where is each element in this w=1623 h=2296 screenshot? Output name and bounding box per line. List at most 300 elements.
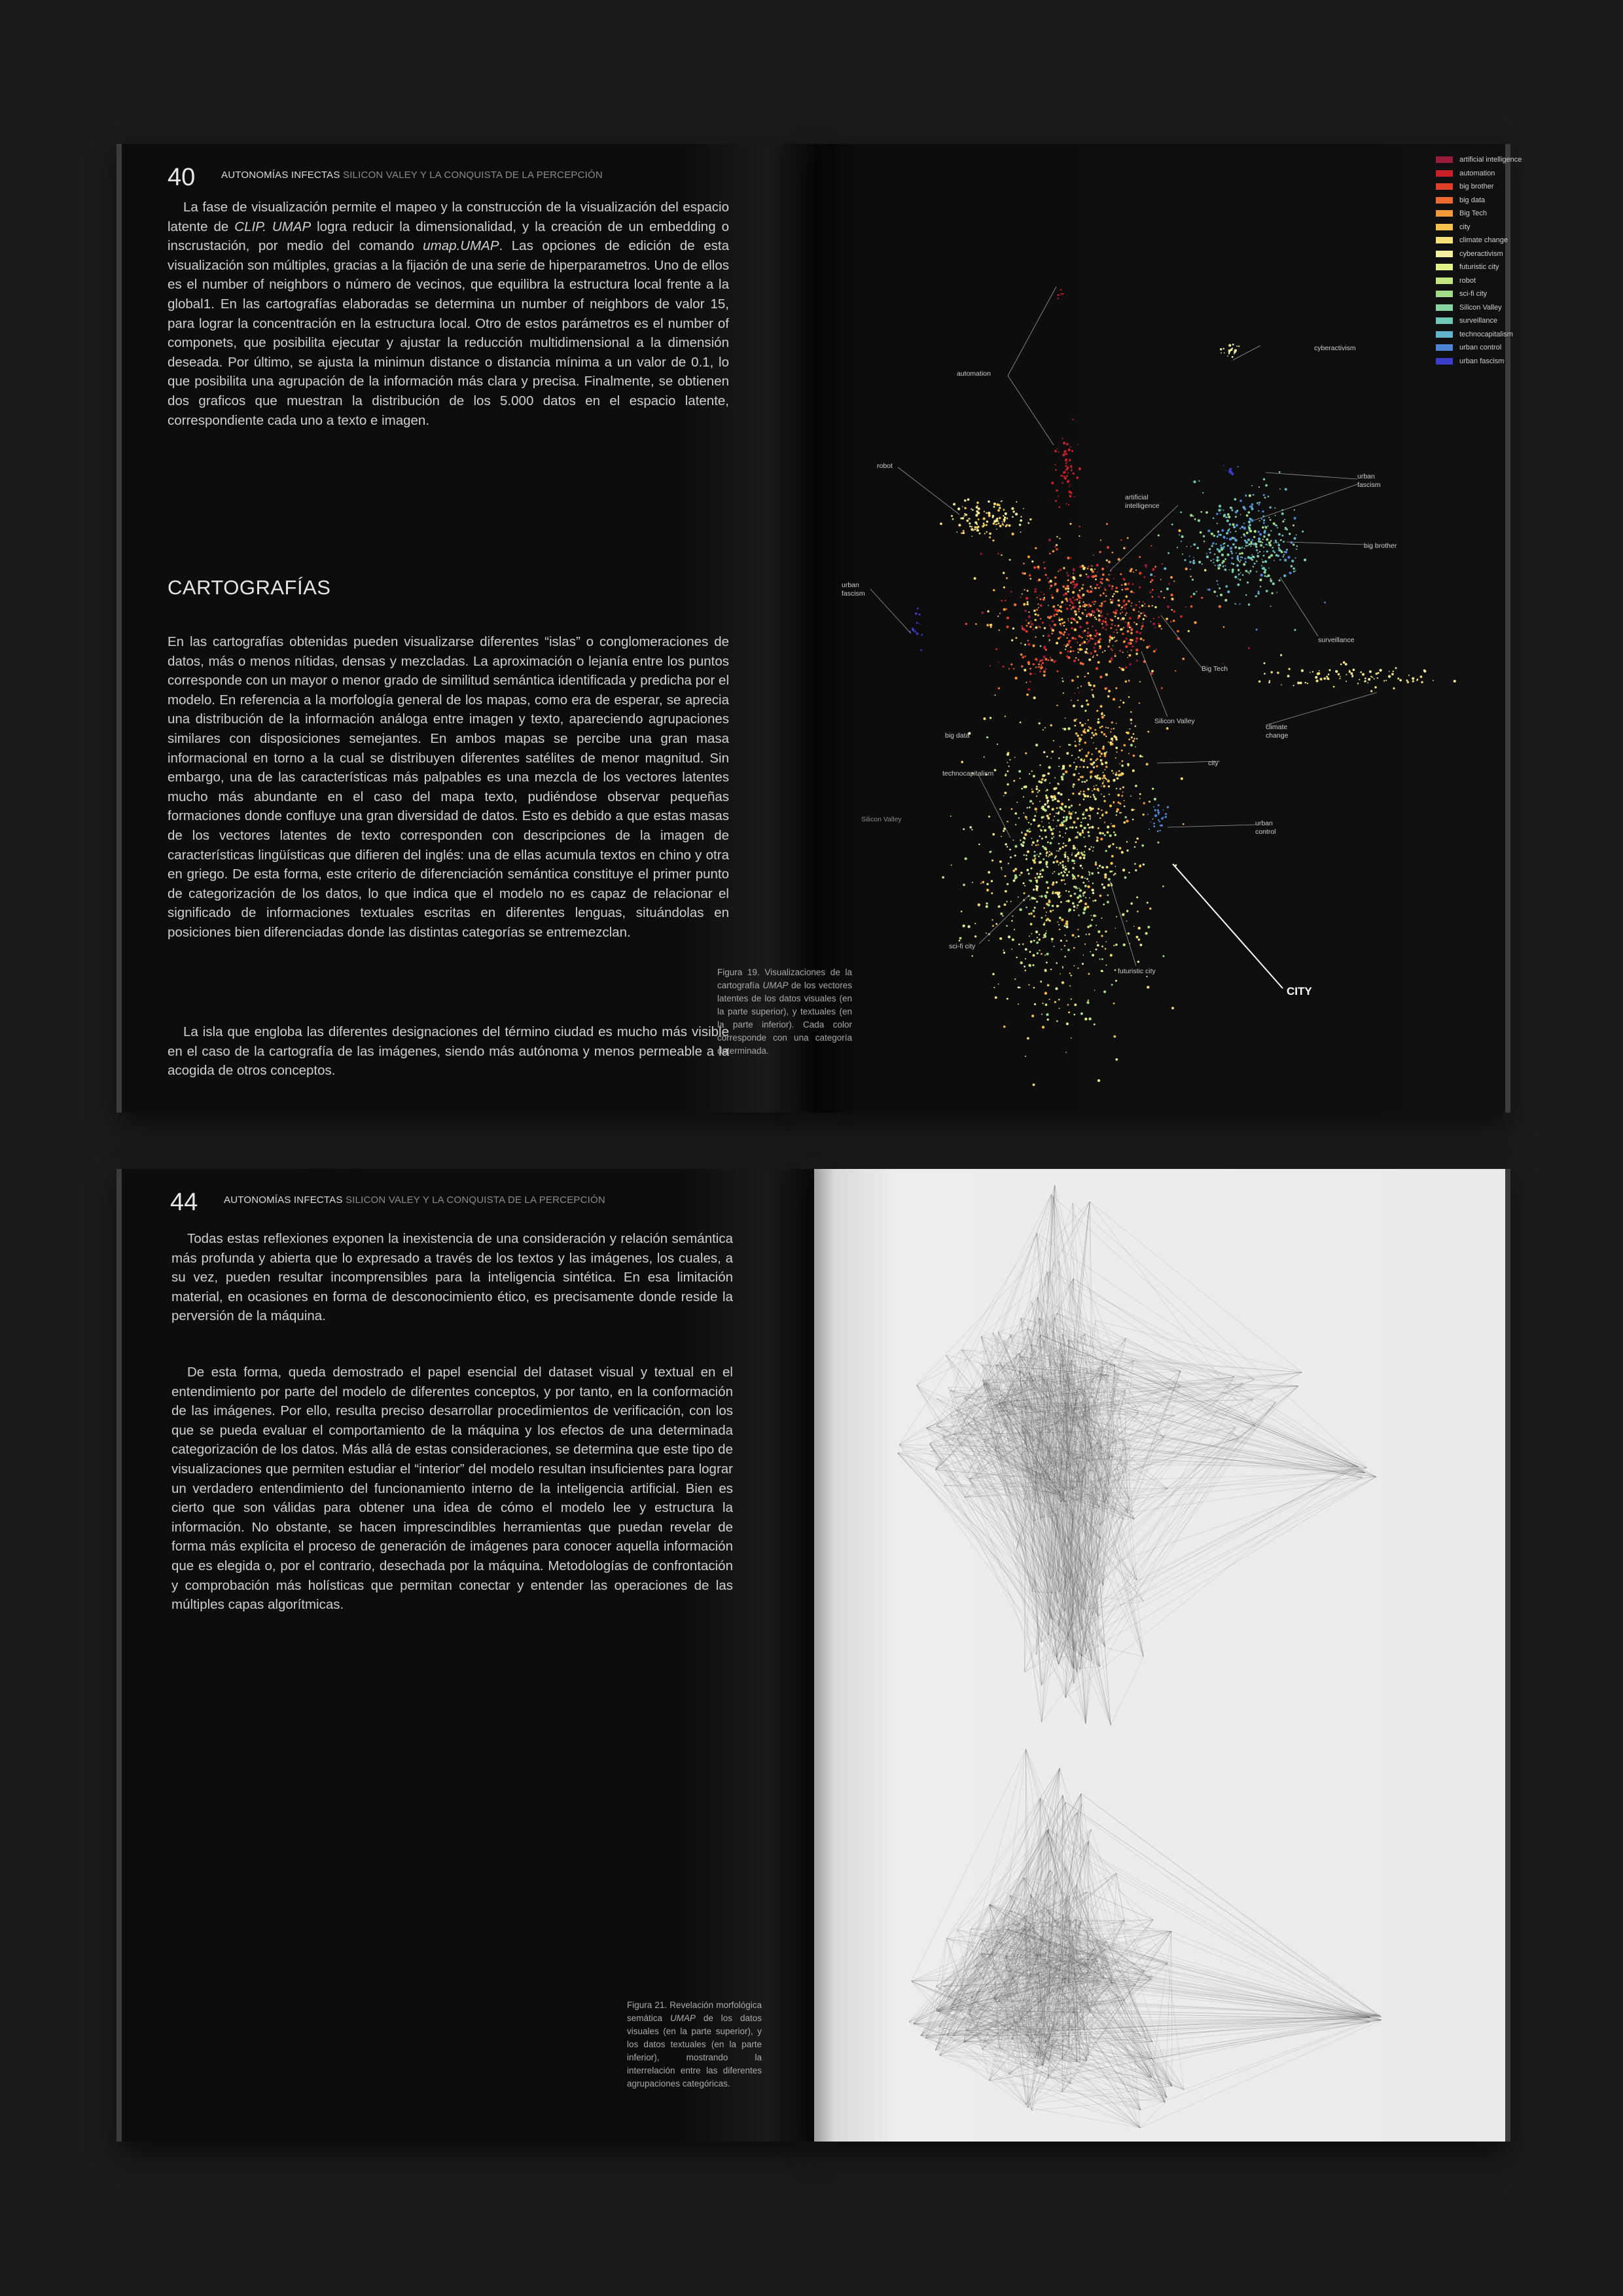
data-point — [1145, 616, 1147, 618]
data-point — [1020, 531, 1022, 533]
data-point — [1243, 523, 1245, 524]
data-point — [1340, 676, 1341, 677]
data-point — [1075, 732, 1078, 735]
data-point — [999, 613, 1001, 614]
leader-line — [870, 589, 911, 634]
data-point — [1236, 346, 1238, 347]
data-point — [1072, 934, 1075, 937]
data-point — [1064, 855, 1066, 857]
data-point — [1098, 587, 1100, 589]
data-point — [1116, 629, 1117, 630]
data-point — [967, 925, 970, 928]
data-point — [1262, 559, 1263, 560]
data-point — [992, 925, 994, 927]
data-point — [1058, 766, 1060, 767]
data-point — [1270, 580, 1272, 583]
legend-label: artificial intelligence — [1459, 156, 1522, 164]
data-point — [1077, 700, 1079, 701]
data-point — [1075, 741, 1076, 742]
data-point — [1224, 565, 1226, 567]
data-point — [1249, 494, 1251, 497]
data-point — [1047, 616, 1049, 618]
data-point — [1104, 769, 1105, 770]
data-point — [989, 851, 991, 853]
data-point — [1256, 560, 1257, 562]
data-point — [1224, 352, 1225, 353]
data-point — [963, 925, 965, 927]
data-point — [1033, 775, 1035, 778]
data-point — [1023, 892, 1025, 894]
data-point — [1213, 517, 1215, 519]
data-point — [974, 923, 976, 924]
data-point — [1094, 785, 1095, 787]
data-point — [1133, 755, 1135, 757]
data-point — [959, 937, 962, 940]
data-point — [1099, 958, 1101, 960]
data-point — [1113, 801, 1115, 803]
data-point — [1107, 894, 1109, 896]
data-point — [1162, 886, 1164, 888]
data-point — [1065, 833, 1066, 834]
data-point — [1104, 588, 1106, 590]
data-point — [1144, 615, 1146, 617]
data-point — [1115, 615, 1116, 617]
data-point — [1056, 490, 1058, 492]
data-point — [1073, 660, 1076, 662]
data-point — [1224, 569, 1227, 571]
data-point — [1046, 800, 1049, 802]
data-point — [1021, 665, 1023, 667]
data-point — [1092, 790, 1093, 791]
data-point — [1128, 680, 1130, 682]
data-point — [1074, 496, 1075, 497]
data-point — [1058, 924, 1060, 925]
data-point — [1130, 649, 1132, 651]
data-point — [1052, 873, 1054, 874]
data-point — [1213, 562, 1214, 563]
data-point — [1074, 613, 1075, 614]
data-point — [1178, 529, 1181, 532]
data-point — [1133, 592, 1135, 594]
data-point — [1091, 826, 1094, 829]
data-point — [1104, 755, 1107, 757]
data-point — [1027, 643, 1030, 646]
data-point — [1041, 869, 1044, 871]
data-point — [1372, 677, 1373, 678]
page-network-figure — [814, 1169, 1505, 2142]
data-point — [1289, 571, 1292, 574]
data-point — [1056, 1020, 1058, 1022]
data-point — [1044, 922, 1045, 924]
data-point — [1109, 574, 1111, 575]
data-point — [1032, 964, 1034, 966]
data-point — [1407, 681, 1409, 683]
text-run-italic: UMAP — [669, 2013, 696, 2023]
data-point — [1105, 595, 1107, 597]
data-point — [1033, 910, 1035, 912]
data-point — [1329, 669, 1330, 671]
data-point — [1088, 1018, 1091, 1020]
data-point — [1072, 902, 1075, 905]
data-point — [1102, 573, 1105, 576]
data-point — [1042, 622, 1044, 624]
data-point — [1077, 853, 1079, 855]
data-point — [980, 553, 982, 555]
data-point — [1025, 969, 1027, 971]
data-point — [1047, 984, 1050, 986]
data-point — [1092, 610, 1094, 612]
data-point — [1038, 603, 1039, 605]
data-point — [1094, 650, 1097, 653]
data-point — [1247, 556, 1250, 559]
data-point — [1101, 958, 1103, 960]
data-point — [1101, 884, 1103, 886]
data-point — [1135, 649, 1138, 651]
data-point — [1232, 543, 1235, 546]
data-point — [987, 610, 989, 612]
running-head-title: AUTONOMÍAS INFECTAS — [221, 170, 340, 181]
data-point — [1073, 905, 1076, 908]
data-point — [1136, 838, 1139, 840]
data-point — [1090, 637, 1092, 639]
data-point — [986, 903, 988, 905]
data-point — [1251, 507, 1253, 510]
data-point — [1217, 564, 1219, 566]
data-point — [1011, 533, 1014, 535]
network-edge — [1168, 1477, 1376, 1488]
data-point — [1095, 601, 1096, 602]
data-point — [1080, 1013, 1083, 1015]
data-point — [1101, 762, 1103, 765]
data-point — [1031, 560, 1033, 562]
data-point — [1295, 558, 1296, 559]
leader-line — [1287, 542, 1364, 545]
data-point — [1033, 987, 1035, 989]
data-point — [1101, 935, 1103, 937]
data-point — [1084, 651, 1087, 653]
data-point — [1062, 634, 1064, 636]
data-point — [986, 883, 989, 886]
running-head — [221, 170, 603, 181]
data-point — [1094, 796, 1096, 798]
data-point — [1071, 700, 1072, 701]
data-point — [1374, 678, 1375, 679]
data-point — [1267, 575, 1269, 577]
data-point — [1094, 603, 1095, 605]
data-point — [1378, 672, 1380, 674]
data-point — [1067, 473, 1069, 474]
data-point — [1078, 793, 1080, 795]
data-point — [1080, 685, 1082, 687]
data-point — [1122, 791, 1124, 793]
data-point — [1113, 578, 1115, 579]
data-point — [1266, 590, 1268, 592]
data-point — [1081, 642, 1084, 645]
data-point — [1044, 727, 1046, 728]
data-point — [1095, 948, 1097, 950]
data-point — [1218, 550, 1221, 552]
data-point — [1083, 601, 1084, 603]
data-point — [1234, 349, 1237, 351]
data-point — [1039, 895, 1040, 897]
data-point — [1044, 779, 1046, 781]
legend-label: big data — [1459, 196, 1486, 204]
data-point — [1078, 659, 1080, 661]
data-point — [1034, 815, 1036, 817]
data-point — [1079, 611, 1080, 613]
data-point — [1395, 667, 1397, 669]
data-point — [1193, 593, 1196, 596]
data-point — [1052, 799, 1054, 801]
data-point — [1086, 1001, 1089, 1004]
data-point — [1123, 601, 1125, 603]
data-point — [1125, 666, 1127, 668]
data-point — [1035, 666, 1037, 668]
legend-label: Big Tech — [1459, 209, 1487, 218]
data-point — [1270, 540, 1272, 542]
data-point — [1084, 851, 1085, 852]
data-point — [1024, 589, 1025, 590]
data-point — [1105, 687, 1107, 690]
data-point — [1088, 628, 1089, 629]
data-point — [1114, 637, 1115, 638]
data-point — [1116, 751, 1117, 753]
data-point — [1270, 519, 1272, 521]
data-point — [1075, 768, 1077, 770]
data-point — [1082, 595, 1084, 597]
data-point — [1225, 516, 1227, 518]
data-point — [1096, 655, 1098, 656]
data-point — [1124, 607, 1126, 609]
data-point — [1120, 619, 1122, 620]
legend-item — [1436, 153, 1522, 167]
data-point — [1063, 631, 1065, 633]
data-point — [1277, 672, 1279, 673]
data-point — [1097, 930, 1100, 933]
data-point — [1064, 805, 1067, 808]
data-point — [1087, 831, 1089, 833]
data-point — [1135, 785, 1137, 787]
data-point — [1103, 795, 1105, 797]
data-point — [1048, 635, 1050, 637]
data-point — [1125, 681, 1127, 683]
data-point — [1160, 579, 1162, 581]
data-point — [1100, 586, 1101, 587]
data-point — [1022, 594, 1023, 595]
data-point — [1058, 895, 1060, 898]
data-point — [1188, 630, 1190, 632]
data-point — [1168, 583, 1170, 585]
data-point — [1004, 516, 1006, 518]
legend-swatch — [1436, 291, 1453, 297]
data-point — [1239, 553, 1241, 555]
data-point — [1084, 723, 1086, 725]
data-point — [1067, 860, 1069, 862]
data-point — [978, 903, 980, 906]
data-point — [1125, 615, 1126, 616]
data-point — [1087, 575, 1090, 578]
data-point — [1025, 1056, 1026, 1057]
data-point — [1072, 591, 1075, 594]
text-run-italic: CLIP. UMAP — [234, 219, 312, 234]
data-point — [1399, 679, 1402, 681]
data-point — [1007, 846, 1008, 848]
data-point — [1024, 610, 1026, 612]
data-point — [1161, 687, 1163, 689]
data-point — [1062, 482, 1064, 484]
data-point — [1051, 833, 1054, 835]
data-point — [1230, 531, 1231, 533]
data-point — [1245, 594, 1247, 596]
data-point — [1034, 590, 1036, 592]
data-point — [1059, 1008, 1060, 1009]
data-point — [1154, 576, 1156, 577]
data-point — [1157, 830, 1159, 832]
data-point — [1073, 821, 1076, 823]
data-point — [1257, 502, 1258, 504]
data-point — [1044, 895, 1047, 897]
data-point — [1079, 565, 1082, 568]
data-point — [1048, 823, 1050, 824]
data-point — [1240, 514, 1241, 515]
data-point — [1255, 543, 1257, 545]
data-point — [1433, 680, 1434, 681]
data-point — [1099, 638, 1101, 640]
data-point — [1007, 883, 1008, 885]
label-technocapitalism: technocapitalism — [942, 770, 994, 778]
data-point — [1179, 534, 1180, 535]
data-point — [1103, 733, 1105, 736]
data-point — [1026, 630, 1028, 633]
label-city: city — [1208, 759, 1219, 767]
data-point — [1088, 682, 1090, 685]
data-point — [1163, 810, 1164, 811]
data-point — [1122, 633, 1124, 636]
data-point — [1031, 1014, 1034, 1017]
network-edge — [1031, 2098, 1167, 2111]
data-point — [1062, 836, 1063, 838]
data-point — [1029, 773, 1030, 774]
data-point — [1423, 670, 1426, 672]
data-point — [1048, 581, 1050, 583]
data-point — [1190, 546, 1192, 547]
data-point — [1056, 613, 1058, 615]
data-point — [1180, 615, 1183, 618]
data-point — [1101, 814, 1103, 816]
data-point — [1108, 878, 1111, 880]
data-point — [1145, 606, 1146, 607]
data-point — [1067, 819, 1068, 820]
data-point — [1234, 498, 1237, 501]
data-point — [1083, 954, 1084, 956]
legend-item — [1436, 167, 1522, 181]
data-point — [1088, 999, 1089, 1001]
data-point — [1029, 935, 1030, 937]
data-point — [1159, 821, 1161, 823]
data-point — [1207, 529, 1210, 532]
data-point — [1067, 900, 1070, 903]
data-point — [1146, 976, 1147, 977]
data-point — [1126, 910, 1128, 912]
data-point — [1183, 823, 1185, 825]
data-point — [1024, 785, 1027, 788]
data-point — [1068, 634, 1070, 636]
data-point — [1065, 890, 1067, 892]
data-point — [1101, 731, 1103, 733]
data-point — [1026, 682, 1027, 683]
data-point — [1064, 945, 1065, 946]
data-point — [1107, 589, 1108, 590]
data-point — [1232, 524, 1235, 526]
data-point — [1018, 817, 1020, 819]
data-point — [1087, 925, 1090, 928]
data-point — [1018, 944, 1020, 946]
data-point — [1003, 572, 1005, 574]
data-point — [1377, 677, 1378, 679]
data-point — [951, 865, 952, 866]
data-point — [1072, 581, 1075, 583]
data-point — [1282, 520, 1284, 522]
data-point — [1073, 811, 1074, 812]
data-point — [1077, 642, 1078, 643]
data-point — [1085, 755, 1088, 757]
data-point — [1284, 559, 1286, 561]
data-point — [961, 761, 963, 764]
data-point — [1232, 538, 1234, 539]
data-point — [1226, 538, 1228, 539]
data-point — [1217, 523, 1218, 524]
data-point — [1113, 632, 1115, 633]
data-point — [1074, 965, 1075, 967]
legend-item — [1436, 341, 1522, 355]
data-point — [1065, 649, 1066, 650]
data-point — [1171, 598, 1173, 600]
data-point — [1088, 751, 1090, 753]
data-point — [1095, 760, 1096, 761]
data-point — [1293, 567, 1295, 570]
data-point — [1033, 566, 1036, 569]
data-point — [1077, 849, 1078, 850]
data-point — [1082, 663, 1084, 665]
data-point — [1084, 605, 1086, 607]
network-edge — [1124, 1920, 1152, 1977]
data-point — [1067, 856, 1068, 857]
data-point — [1052, 892, 1054, 894]
data-point — [1139, 572, 1141, 575]
data-point — [1018, 1003, 1019, 1005]
data-point — [1094, 587, 1097, 590]
data-point — [1065, 598, 1067, 600]
leader-line — [1266, 692, 1377, 725]
data-point — [1101, 615, 1103, 618]
data-point — [1304, 682, 1306, 683]
data-point — [1014, 929, 1015, 930]
data-point — [1039, 723, 1041, 725]
data-point — [1048, 539, 1051, 541]
data-point — [1105, 624, 1108, 626]
data-point — [1059, 824, 1061, 827]
data-point — [988, 871, 990, 874]
data-point — [1091, 575, 1093, 577]
data-point — [1073, 947, 1075, 949]
data-point — [1171, 1007, 1174, 1009]
data-point — [1015, 637, 1017, 639]
data-point — [1245, 558, 1247, 560]
data-point — [1097, 790, 1099, 792]
data-point — [1049, 999, 1050, 1000]
data-point — [1067, 466, 1069, 469]
data-point — [1096, 632, 1098, 635]
